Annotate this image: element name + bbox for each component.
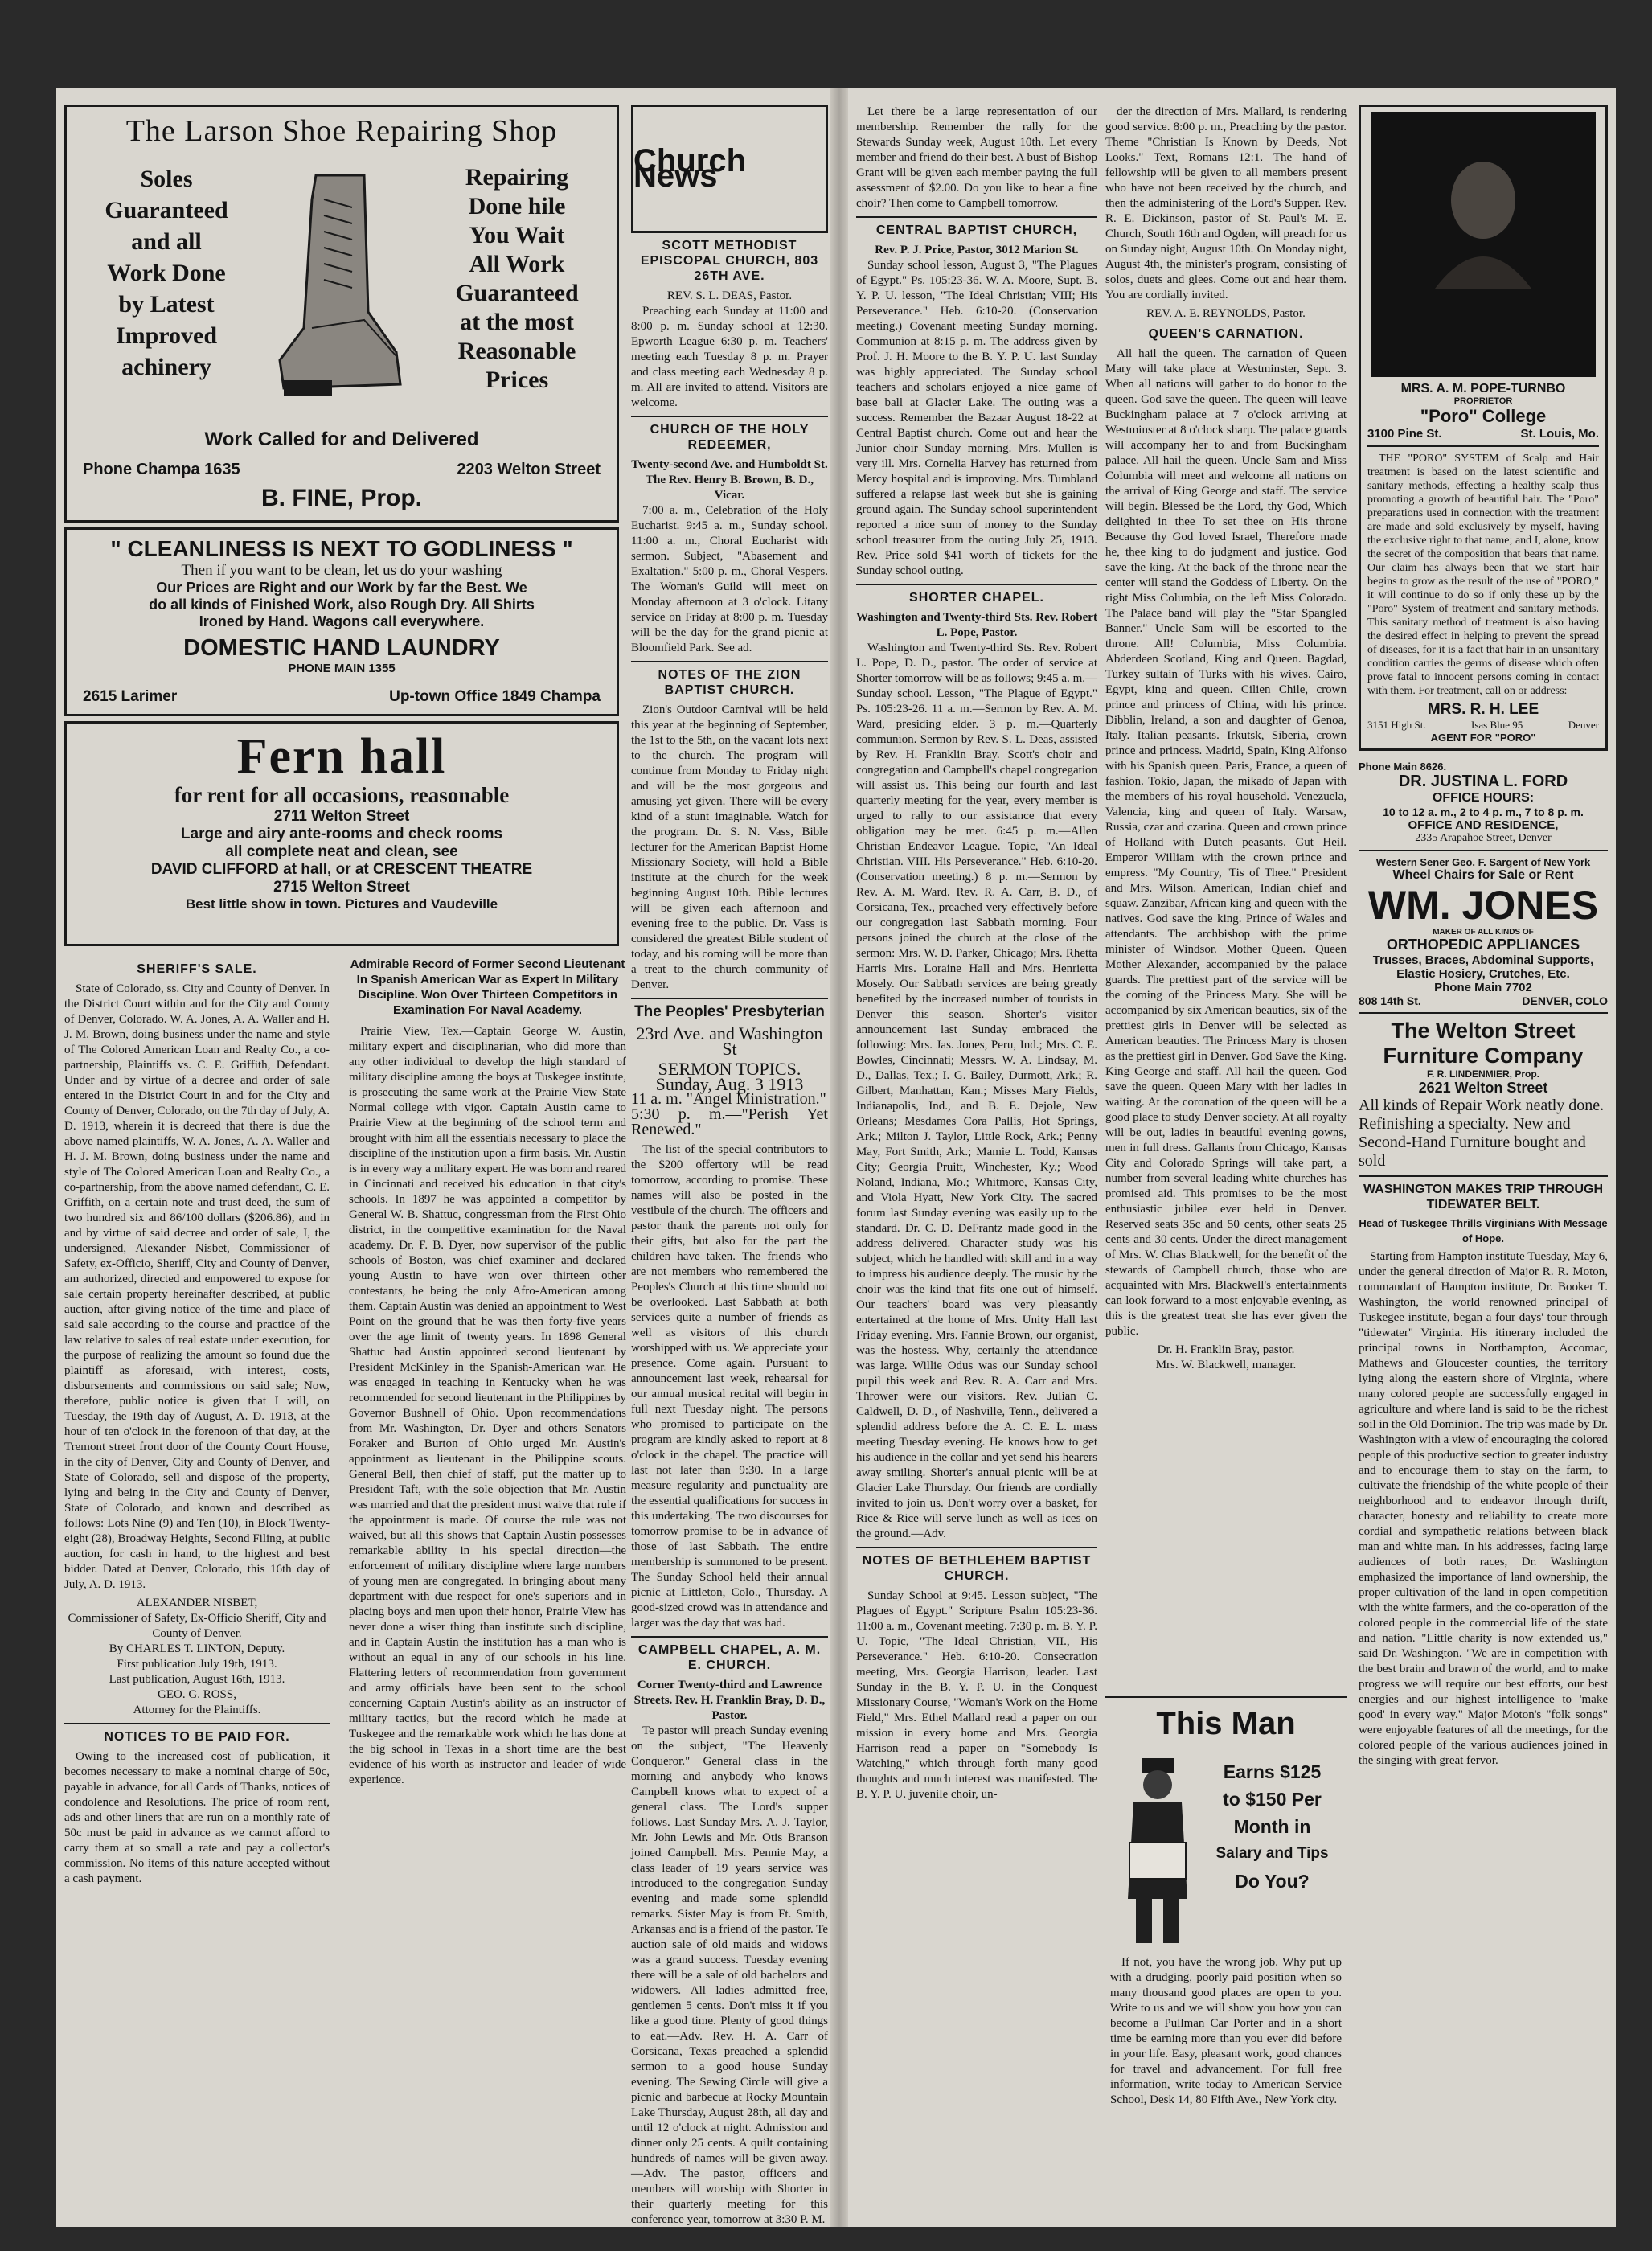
boot-illustration bbox=[268, 167, 404, 408]
larson-right-lines bbox=[428, 163, 605, 395]
peoples-topics: SERMON TOPICS. bbox=[658, 1059, 801, 1079]
fernhall-line3: Large and airy ante-rooms and check rooms bbox=[180, 826, 503, 843]
divider bbox=[631, 661, 828, 662]
larson-right-line: Reasonable bbox=[457, 338, 576, 364]
larson-left-line: achinery bbox=[121, 354, 211, 380]
poro-college: "Poro" College bbox=[1420, 406, 1547, 426]
welton-prop: F. R. LINDENMIER, Prop. bbox=[1426, 1068, 1539, 1080]
fernhall-ad bbox=[64, 721, 619, 946]
sheriff-sign4: First publication July 19th, 1913. bbox=[117, 1658, 277, 1671]
scott-heading: SCOTT METHODIST EPISCOPAL CHURCH, 803 26TH AVE. bbox=[640, 239, 819, 283]
carnation-sign2: Mrs. W. Blackwell, manager. bbox=[1155, 1359, 1297, 1372]
shorter-body: Washington and Twenty-third Sts. Rev. Robert L. Pope, D. D., pastor. The order of service at Shorter tomorrow will be as follows; 9:45 a. m.—Sunday school. Lesson, "The Plague of Egypt." Ps. 105:23-26. 11 a. m.—Sermon by Rev. A. M. Ward, presiding elder. 3 p. m.—Quarterly communion. Sermon by Rev. S. L. Deas, assisted by Rev. H. Franklin Bray. Scott's choir and congregation and Campbell's chapel congregation will assist us. This being our fourth and last quarterly meeting for the year, every member is urged to rally to our assistance that every obligation may be met. 6:45 p. m.—Allen Christian Endeavor League. Topic, "An Ideal Christian. VIII. His Perseverance." Heb. 6:10-20. (Conservation meeting.) 8 p. m.—Sermon by Rev. A. M. Ward. Rev. R. A. Carr, B. D., of Corsicana, Tex., preached very effectively before our congregation last Sabbath morning. Four persons joined the church at the close of the sermon: Mrs. W. D. Parker, Chicago; Mrs. Rhetta Harris Mrs. Loraine Hall and Mrs. Henrietta Mosely. Our Sabbath services are being greatly benefited by the increased number of tourists in Denver this season. Shorter's visitor announcement last Sunday embraced the following: Mrs. Jas. Jones, Peru, Ind.; Mrs. C. E. Bowles, Cincinnati; Messrs. W. A. Lindsay, M. D., Dallas, Tex.; I. G. Bailey, Durmott, Ark.; R. Gilbert, Manhattan, Kan.; Misses Mary Fields, Indianapolis, Ind., and B. E. Dejole, New Orleans; Mesdames Cora Pallis, Hot Springs, Ark.; Milton J. Taylor, Little Rock, Ark.; Penny May, Fort Smith, Ark.; Mamie L. Todd, Kansas City; Georgia Pruitt, Winchester, Ky.; Wood Noland, Indiana, Mo.; Whitmore, Kansas City, and Viola Hyatt, New York City. The sacred forum last Sunday evening was easily up to the standard. Dr. C. D. DeFrantz made good in the address delivered. Character study was his subject, which he handled with skill and in a way to impress his audience deeply. The music by the choir was the kind that fits one out of himself. Our teachers' board was very pleasantly entertained at the home of Mrs. Unity Hall last Friday evening. Mrs. Fannie Brown, our organist, was the hostess. Why, certainly the attendance was large. Willie Odus was our Sunday school pupil this week and Rev. R. A. Carr and Mrs. Thrower were our visitors. Rev. Julian C. Caldwell, D. D., of Nashville, Tenn., delivered a splendid address before the A. C. E. L. mass meeting Tuesday evening. He knows how to get his audience in the collar and yet send his hearers away smiling. Shorter's annual picnic will be at Glacier Lake Thursday. Our friends are cordially invited to join us. Don't worry over a basket, for Rice & Rice will serve lunch as well as ices on the ground.—Adv. bbox=[856, 642, 1097, 1540]
divider bbox=[1359, 1175, 1608, 1177]
sheriff-sign1: ALEXANDER NISBET, bbox=[136, 1597, 258, 1609]
larson-right-line: Repairing bbox=[465, 164, 569, 191]
larson-right-line: Prices bbox=[485, 367, 549, 393]
peoples-pm: 5:30 p. m.—"Perish Yet Renewed." bbox=[631, 1105, 828, 1138]
porter-illustration bbox=[1113, 1754, 1202, 1947]
central-heading: CENTRAL BAPTIST CHURCH, bbox=[875, 223, 1078, 237]
jones-phone: Phone Main 7702 bbox=[1434, 981, 1532, 994]
thisman-earns2: to $150 Per bbox=[1223, 1789, 1322, 1810]
larson-left-line: and all bbox=[131, 228, 202, 255]
peoples-heading: The Peoples' Presbyterian bbox=[634, 1003, 825, 1020]
laundry-name: DOMESTIC HAND LAUNDRY bbox=[183, 635, 500, 661]
austin-column bbox=[342, 957, 626, 2219]
washington-body: Starting from Hampton institute Tuesday, May 6, under the general direction of Major R. R. Moton, commandant of Hampton institute, Dr. Booker T. Washington, the world renowned principal of Tuskegee institute, began a four days' tour through "tidewater" Virginia. His itinerary included the principal towns in Northampton, Accomac, Mathews and Gloucester counties, the territory lying along the eastern shore of Virginia, where many colored people are successfully engaged in agriculture and where land is said to be the richest soil in the Old Dominion. The trip was made by Dr. Washington with a view of encouraging the colored people of this productive section to greater industry and to encourage them to stay on the farm, to cultivate the friendship of the white people of their neighborhood and to endeavor through thrift, character, honesty and reliability to create more cordial and sympathetic relations between black man and white man. In his addresses, facing large audiences of both races, Dr. Washington emphasized the importance of land ownership, the proper cultivation of the land in open competition with the white farmers, and the co-operation of the colored people in the commercial life of the state and nation. "Little charity is now extended us," said Dr. Washington. "We are in competition with the best brain and brawn of the world, and to make progress we will require our best efforts, our best energies and our highest intelligence to 'make good' in every way." Major Moton's "folk songs" were enjoyable features of all the meetings, for the colored people of the various audiences joined in the singing with great fervor. bbox=[1359, 1250, 1608, 1767]
washington-sub: Head of Tuskegee Thrills Virginians With Message of Hope. bbox=[1359, 1217, 1608, 1244]
central-sub: Rev. P. J. Price, Pastor, 3012 Marion St. bbox=[875, 244, 1079, 256]
jones-ortho: ORTHOPEDIC APPLIANCES bbox=[1386, 937, 1580, 953]
holy-heading: CHURCH OF THE HOLY REDEEMER, bbox=[650, 423, 810, 452]
thisman-doyou: Do You? bbox=[1235, 1871, 1310, 1892]
poro-name: MRS. A. M. POPE-TURNBO bbox=[1400, 382, 1566, 396]
church-news-title: Church News bbox=[633, 143, 746, 194]
thisman-earns1: Earns $125 bbox=[1223, 1761, 1322, 1782]
fernhall-line1: for rent for all occasions, reasonable bbox=[174, 783, 510, 807]
larson-left-line: by Latest bbox=[118, 291, 215, 318]
divider bbox=[631, 416, 828, 417]
poro-body: THE "PORO" SYSTEM of Scalp and Hair treatment is based on the latest scientific and sanitary methods, effecting a healthy scalp thus promoting a growth of beautiful hair. The "Poro" preparations used in connection with the treatment are made and sold exclusively by myself, having the exclusive right to that name; and I, alone, know the secret of the composition that bears that name. Our claim has always been that we start hair begins to grow as the result of the use of "PORO," it will continue to do so if only these up by the "Poro" System of treatment and sanitary methods. This sanitary method of treatment is also having the desired effect in helping to prevent the spread of diseases, for it is a fact that hair in an unsanitary condition carries the germs of disease which often prove fatal to innocent persons coming in contact with them. For treatment, call on or address: bbox=[1367, 453, 1599, 697]
larson-called: Work Called for and Delivered bbox=[204, 428, 479, 450]
ford-address: 2335 Arapahoe Street, Denver bbox=[1415, 832, 1552, 844]
fernhall-title: Fern hall bbox=[236, 729, 447, 784]
larson-ad bbox=[64, 105, 619, 523]
austin-heading: Admirable Record of Former Second Lieutenant In Spanish American War as Expert In Military Discipline. Won Over Thirteen Competitors in Examination For Naval Academy. bbox=[350, 957, 625, 1017]
welton-body: All kinds of Repair Work neatly done. Refinishing a specialty. New and Second-Hand Furniture bought and sold bbox=[1359, 1097, 1605, 1170]
notices-body: Owing to the increased cost of publication, it becomes necessary to make a nominal charge of 50c, payable in advance, for all Cards of Thanks, notices of condolence and Resolutions. The price of room rent, ads and other liners that are run on a monthly rate of 50c must be paid in advance as we cannot afford to carry them at so small a rate and pay a collector's commission. No items of this nature accepted without a cash payment. bbox=[64, 1750, 330, 1885]
zion-body: Zion's Outdoor Carnival will be held this year at the beginning of September, the 1st to the 5th, on the vacant lots next to the church. The program will continue from Monday to Friday night and will be the most gorgeous and amusing yet given. There will be every kind of a stunt imaginable. Watch for the program. Dr. S. N. Vass, Bible lecturer for the American Baptist Home Missionary Society, will hold a Bible institute at the church for the week beginning August 10th. Bible lectures will be given each afternoon and evening free to the public. Dr. Vass is considered the greatest Bible student of today, and his coming will be more than a treat to the church community of Denver. bbox=[631, 703, 828, 991]
larson-right-line: Done hile bbox=[468, 193, 566, 219]
peoples-date: Sunday, Aug. 3 1913 bbox=[655, 1074, 804, 1094]
poro-addr-left: 3100 Pine St. bbox=[1367, 427, 1442, 441]
ford-office: OFFICE AND RESIDENCE, bbox=[1408, 818, 1559, 832]
divider bbox=[856, 216, 1097, 218]
col4a-sign: REV. A. E. REYNOLDS, Pastor. bbox=[1146, 307, 1306, 320]
zion-heading: NOTES OF THE ZION BAPTIST CHURCH. bbox=[658, 668, 801, 697]
ford-ad bbox=[1359, 761, 1608, 845]
left-ads-column bbox=[64, 105, 619, 946]
divider bbox=[631, 1636, 828, 1638]
larson-address: 2203 Welton Street bbox=[457, 461, 601, 478]
sheriff-sign3: By CHARLES T. LINTON, Deputy. bbox=[109, 1642, 285, 1655]
jones-addr-right: DENVER, COLO bbox=[1522, 994, 1608, 1007]
jones-ad bbox=[1359, 856, 1608, 1007]
washington-heading: WASHINGTON MAKES TRIP THROUGH TIDEWATER BELT. bbox=[1363, 1183, 1604, 1212]
poro-agent-for: AGENT FOR "PORO" bbox=[1430, 732, 1536, 744]
jones-maker: MAKER OF ALL KINDS OF bbox=[1433, 928, 1534, 937]
page-fold bbox=[830, 88, 848, 2227]
poro-portrait bbox=[1371, 112, 1596, 377]
welton-name1: The Welton Street bbox=[1391, 1019, 1576, 1043]
larson-left-line: Improved bbox=[115, 322, 218, 349]
thisman-title: This Man bbox=[1156, 1706, 1296, 1741]
thisman-earns3: Month in bbox=[1233, 1816, 1311, 1837]
jones-top: Western Sener Geo. F. Sargent of New York bbox=[1375, 856, 1591, 868]
poro-proprietor: PROPRIETOR bbox=[1453, 396, 1513, 406]
fernhall-line6: 2715 Welton Street bbox=[273, 879, 410, 896]
larson-left-lines bbox=[78, 163, 255, 383]
divider bbox=[856, 584, 1097, 585]
jones-name: WM. JONES bbox=[1367, 883, 1599, 928]
poro-agent-box: Isas Blue 95 bbox=[1471, 719, 1523, 731]
welton-name2: Furniture Company bbox=[1383, 1043, 1584, 1068]
thisman-ad bbox=[1105, 1696, 1347, 2220]
larson-phone: Phone Champa 1635 bbox=[83, 461, 240, 478]
sheriff-sign7: Attorney for the Plaintiffs. bbox=[133, 1704, 261, 1716]
larson-prop: B. FINE, Prop. bbox=[260, 485, 422, 511]
shorter-sub: Washington and Twenty-third Sts. Rev. Robert L. Pope, Pastor. bbox=[856, 611, 1097, 639]
col3a-body: Let there be a large representation of our membership. Remember the rally for the Stewards Sunday week, August 10th. Let every member and friend do their best. A bust of Bishop Grant will be given each member paying the full assessment of $2.00. Do you like to hear a fine choir? Then come to Campbell tomorrow. bbox=[856, 105, 1097, 210]
campbell-heading: CAMPBELL CHAPEL, A. M. E. CHURCH. bbox=[637, 1643, 822, 1672]
fernhall-line2: 2711 Welton Street bbox=[273, 808, 410, 825]
carnation-heading: QUEEN'S CARNATION. bbox=[1148, 327, 1304, 341]
laundry-line4: Ironed by Hand. Wagons call everywhere. bbox=[199, 613, 485, 629]
sheriff-heading: SHERIFF'S SALE. bbox=[137, 962, 257, 976]
campbell-body: Te pastor will preach Sunday evening on the subject, "The Heavenly Conqueror." General class in the morning and anybody who knows Campbell knows what to expect of a general class. The Lord's supper follows. Last Sunday Mrs. A. J. Taylor, Mr. John Lewis and Mr. Otis Branson joined Campbell. Mrs. Pennie May, a class leader of 19 years service was introduced to the congregation Sunday evening and made some splendid remarks. Sister May is from Ft. Smith, Arkansas and is a friend of the pastor. Te auction sale of old maids and widows was a grand success. Tuesday evening there will be a sale of old bachelors and widowers. All ladies admitted free, gentlemen 5 cents. Don't miss it if you like a good time. Plenty of good things to eat.—Adv. Rev. H. A. Carr of Corsicana, Texas preached a splendid sermon to a good house Sunday evening. The Sewing Circle will give a picnic and barbecue at Rocky Mountain Lake Thursday, August 28th, all day and until 12 o'clock at night. Admission and dinner only 25 cents. A quilt containing hundreds of names will be given away.—Adv. The pastor, officers and members will worship with Shorter in their quarterly meeting for this conference year, tomorrow at 3:30 P. M. bbox=[631, 1724, 828, 2226]
larson-right-line: You Wait bbox=[469, 222, 565, 248]
jones-address-row bbox=[1359, 994, 1608, 1007]
right-column-1 bbox=[856, 105, 1097, 2219]
bethlehem-body: Sunday School at 9:45. Lesson subject, "The Plagues of Egypt." Scripture Psalm 105:23-36. 11:00 a. m., Covenant meeting. 7:30 p. m. B. Y. P. U. Topic, "The Ideal Christian, VII., His Perseverance." Heb. 6:10-20. Consecration meeting, Mrs. Georgia Harrison, leader. Last Sunday in the B. Y. P. U. in the Conquest Missionary Course, "Woman's Work on the Home Field," Mrs. Ethel Mallard read a paper on our mission in every home and Mrs. Georgia Harrison read a paper on "Somebody Is Watching," which through forth many good thoughts and much interest was manifested. The B. Y. P. U. juvenile choir, un- bbox=[856, 1589, 1097, 1801]
ford-hours-label: OFFICE HOURS: bbox=[1432, 791, 1535, 805]
campbell-sub: Corner Twenty-third and Lawrence Streets. Rev. H. Franklin Bray, D. D., Pastor. bbox=[633, 1679, 826, 1722]
holy-body: 7:00 a. m., Celebration of the Holy Eucharist. 9:45 a. m., Sunday school. 11:00 a. m., Choral Eucharist with sermon. Subject, "Abasement and Exaltation." 5:00 p. m., Choral Vespers. The Woman's Guild will meet on Monday afternoon at 3 o'clock. Litany service on Friday at 8:00 p. m. Tuesday will be the day for the grand picnic at Bloomfield Park. See ad. bbox=[631, 504, 828, 654]
right-ads-column bbox=[1359, 105, 1608, 2219]
laundry-addr-right: Up-town Office 1849 Champa bbox=[389, 688, 601, 705]
larson-right-line: Guaranteed bbox=[455, 280, 579, 306]
welton-address: 2621 Welton Street bbox=[1418, 1080, 1548, 1096]
shorter-heading: SHORTER CHAPEL. bbox=[909, 591, 1044, 605]
sheriff-body: State of Colorado, ss. City and County of Denver. In the District Court within and for the City and County of Denver, Colorado. W. A. Jones, A. A. Waller and H. J. M. Brown, doing business under the name and style of The Colored American Loan and Realty Co., a co-partnership, Plaintiffs vs. C. E. Griffith, Defendant. Under and by virtue of a decree and order of sale entered in the District Court in and for the City and County of Denver, Colorado, on the 7th day of July, A. D. 1913, wherein it is decreed that there is due the above named plaintiffs, W. A. Jones, A. A. Waller and H. J. M. Brown, doing business under the name and style of The Colored American Loan and Realty Co., a co-partnership, from the above named defendant, C. E. Griffith, on a certain note and trust deed, the sum of two hundred six and 86/100 dollars ($206.86), and in and by virtue of said decree and order of sale, I, the undersigned, Alexander Nisbet, Commissioner of Safety, ex-Officio, Sheriff, City and County of Denver, am authorized, directed and empowered to expose for sale certain property hereinafter described, at public auction, after giving notice of the time and place of said sale according to the course and practice of the law relative to sales of real estate under execution, for the purpose of realizing the amount so found due the plaintiff as aforesaid, with interest, costs, disbursements and commissions on said sale; Now, therefore, public notice is given that I will, on Tuesday, the 19th day of August, A. D. 1913, at the hour of ten o'clock in the forenoon of that day, at the Tremont street front door of the County Court House, in the city of Denver, City and County of Denver, and State of Colorado, sell and dispose of the property, lying and being in the City and County of Denver, State of Colorado, and known and described as follows: Lots Nine (9) and Ten (10), in Block Twenty-eight (28), Broadway Heights, Second Filing, at public auction, for cash in hand, to the highest and best bidder. Dated at Denver, Colorado, this 16th day of July, A. D. 1913. bbox=[64, 982, 330, 1591]
ford-phone: Phone Main 8626. bbox=[1359, 761, 1447, 773]
holy-sub: Twenty-second Ave. and Humboldt St. The Rev. Henry B. Brown, B. D., Vicar. bbox=[631, 458, 828, 502]
ford-name: DR. JUSTINA L. FORD bbox=[1398, 773, 1568, 790]
laundry-line1: Then if you want to be clean, let us do your washing bbox=[181, 562, 502, 579]
central-body: Sunday school lesson, August 3, "The Plagues of Egypt." Ps. 105:23-36. W. A. Moore, Supt. B. Y. P. U. lesson, "The Ideal Christian; VIII; His Perseverance." Heb. 6:10-20. (Conservation meeting.) Covenant meeting Sunday morning. Communion at 8:15 p. m. The address given by Prof. J. H. Moore to the B. Y. P. U. last Sunday was highly appreciated. The Sunday school teachers and scholars enjoyed a nice game of base ball at Glacier Lake. The outing was a success. Remember the Bazaar August 18-22 at Central Baptist church. Come out and hear the Junior choir Sunday morning. Mrs. Mullen is very ill. Mrs. Cornelia Harvey has returned from Mercy hospital and is improving. Mrs. Tumbland suffered a relapse last week but she is gaining ground again. The Sunday school superintendent reported a nice sum of money to the Sunday school treasurer from the outing July 25, 1913. Rev. Price sold $41 worth of tickets for the Sunday school outing. bbox=[856, 259, 1097, 577]
church-column bbox=[631, 105, 828, 2226]
laundry-phone: PHONE MAIN 1355 bbox=[288, 662, 396, 675]
poro-agent-row bbox=[1367, 719, 1599, 732]
fernhall-line5: DAVID CLIFFORD at hall, or at CRESCENT THEATRE bbox=[150, 861, 533, 878]
peoples-address: 23rd Ave. and Washington St bbox=[636, 1023, 823, 1059]
laundry-ad bbox=[64, 527, 619, 716]
jones-chairs: Wheel Chairs for Sale or Rent bbox=[1392, 868, 1574, 882]
larson-right-line: at the most bbox=[460, 309, 574, 335]
larson-left-line: Work Done bbox=[107, 260, 226, 286]
sheriff-sign5: Last publication, August 16th, 1913. bbox=[109, 1673, 285, 1686]
larson-left-line: Guaranteed bbox=[105, 197, 228, 223]
peoples-body: The list of the special contributors to the $200 offertory will be read tomorrow, according to promise. These names will also be posted in the vestibule of the church. The officers and pastor thank the parents not only for their gifts, but also for the part the children have taken. The friends who are not members who remembered the Peoples's Church at this time should not be overlooked. Last Sabbath at both services quite a number of friends as well as visitors of this church worshipped with us. We appreciate your presence. Come again. Pursuant to announcement last week, rehearsal for our annual musical recital will begin in full next Tuesday night. The persons who promised to participate on the program are kindly asked to report at 8 o'clock in the chapel. The practice will last not later than 9:30. In a large measure regularity and punctuality are the essential qualifications for success in this undertaking. The two discourses for tomorrow promise to be in advance of those of last Sabbath. The entire membership is summoned to be present. The Sunday School held their annual picnic at Littleton, Colo., Thursday. A good-sized crowd was in attendance and larger was the day that was had. bbox=[631, 1143, 828, 1630]
thisman-body: If not, you have the wrong job. Why put up with a drudging, poorly paid position when so many thousand good places are open to you. Write to us and we will show you how you can become a Pullman Car Porter and in a short time be earning more than you ever did before in your life. Easy, pleasant work, good chances for travel and advancement. For full free information, write today to American Service School, Desk 14, 80 Fifth Ave., New York city. bbox=[1110, 1956, 1342, 2106]
laundry-line2: Our Prices are Right and our Work by far the Best. We bbox=[156, 580, 527, 596]
poro-agent-addr: 3151 High St. bbox=[1367, 719, 1426, 731]
welton-ad bbox=[1359, 1019, 1608, 1171]
portrait-icon bbox=[1427, 144, 1539, 289]
thisman-earns bbox=[1202, 1758, 1343, 1895]
bethlehem-heading: NOTES OF BETHLEHEM BAPTIST CHURCH. bbox=[862, 1554, 1092, 1583]
washington-article bbox=[1359, 1182, 1608, 1769]
divider bbox=[856, 1547, 1097, 1548]
sheriff-sign2: Commissioner of Safety, Ex-Officio Sheriff, City and County of Denver. bbox=[68, 1612, 326, 1640]
carnation-sign1: Dr. H. Franklin Bray, pastor. bbox=[1157, 1343, 1295, 1356]
poro-agent-name: MRS. R. H. LEE bbox=[1427, 701, 1539, 718]
jones-addr-left: 808 14th St. bbox=[1359, 994, 1421, 1007]
divider bbox=[1367, 445, 1599, 447]
poro-addr-right: St. Louis, Mo. bbox=[1520, 427, 1599, 441]
church-news-header bbox=[631, 105, 828, 233]
divider bbox=[1359, 850, 1608, 851]
austin-body: Prairie View, Tex.—Captain George W. Austin, military expert and disciplinarian, who did more than any other individual to develop the high standard of military discipline among the boys at Tuskegee institute, is prosecuting the same work at the Prairie View State Normal college with vigor. Captain Austin came to Prairie View at the beginning of the school term and brought with him all the essentials necessary to place the discipline of the institution upon a firm basis. Mr. Austin is in every way a military expert. He was born and reared in Cincinnati and received his education in that city's schools. In 1897 he was appointed a competitor by General W. B. Shattuc, congressman from the First Ohio district, in the competitive examination for the Naval academy. Dr. F. B. Dyer, now supervisor of the public schools of Boston, was chief examiner and declared young Austin to have won over thirteen other contestants, he being the only Afro-American among them. Captain Austin was denied an appointment to West Point on the ground that he was then forty-five years over the age limit of twenty years. In 1898 General Shattuc had Austin appointed second lieutenant by President McKinley in the Spanish-American war. He was engaged in teaching in Kentucky when he was recommended for second lieutenant in the Philippines by Governor Bushnell of Ohio. Upon recommendations from Mr. Washington, Dr. Dyer and others Senators Foraker and Burton of Ohio urged Mr. Austin's appointment as lieutenant in the Philippine scouts. General Bell, then chief of staff, put the matter up to President Taft, with the sole objection that Mr. Austin was married and that the president must waive that rule if the appointment is made. Of course the rule was not waived, but all this shows that Captain Austin possesses remarkable ability in his special direction—the enforcement of military discipline where large numbers of young men are congregated. In bringing about many department with due respect for one's superiors and in placing boys and men upon their honor, Prairie View has never done a wiser thing than institute such discipline, and in Captain Austin the institution has a man who is without an equal in any of our schools in his line. Flattering letters of recommendation from government and army officials have been sent to the school concerning Captain Austin's ability as an instructor of military tactics, but the record which he made at Tuskegee and the remarkable work which he has done at the big school in Texas in a short time are the best evidence of his worth as instructor and leader of wide experience. bbox=[349, 1025, 626, 1786]
jones-items: Trusses, Braces, Abdominal Supports, Elastic Hosiery, Crutches, Etc. bbox=[1372, 953, 1594, 981]
carnation-body: All hail the queen. The carnation of Queen Mary will take place at Westminster, Sept. 3. When all nations will gather to do honor to the queen. God save the queen. The queen will leave Buckingham palace at 7 o'clock arriving at Westminster at 8 o'clock sharp. The palace guards will accompany her to and from Buckingham palace. All hail the queen. Uncle Sam and Miss Columbia will meet and welcome all nations on the arrival of King George and staff. The service will begin. Blessed be the Lord, thy God, Which delighted in thee To set thee on His throne Because thy God loved Israel, Therefore made he, thee king to do judgment and justice. God save the king. At the back of the throne near the center will stand the Goddess of Liberty. On the right Miss Columbia, on the left Miss Colorado. The Palace band will play the "Star Spangled Banner." Uncle Sam will be escorted to the throne. All! Columbia, Miss Columbia. Abderdeen Scotland, King and Queen. Bagdad, Turkey sultain of Turks with his wives. Cairo, Egypt, king and queen. Cilien Chile, crown prince and princess of China, with his prince. Dibblin, Ireland, a son and daughter of Genoa, Italy. Italian peasants. Irkutsk, Siberia, crown prince and princess. Madrid, Spain, King Alfonso with his Spanish queen. Paris, France, a queen of fashion. Tokio, Japan, the mikado of Japan with the members of his royal household. Venezuela, Valencia, king and queen of Italy. Warsaw, Russia, czar and czarina. Queen and crown prince of Holland with Dutch peasants. Gut Heil. Emperor William with the crown prince and empress. "My Country, 'Tis of Thee." President and Mrs. Wilson. American, Indian chief and squaw. Zanzibar, African king and queen with the natives. God save the king. Prince of Wales and attendants. The archbishop with the prime minister of Windsor. Mother Queen. Queen Mother Alexander, accompanied by the palace guards. The prettiest part of the service will be the coming of the Princess Mary. She will be accompanied by six American beauties, six of the prettiest girls in Denver will be selected as American beauties. The Princess Mary is chosen as the prettiest girl in Denver. God Save the King. King George and staff. All hail the queen. God save the queen. Queen Mary with her ladies in waiting. At the coronation of the queen will be a good place to study Denver society. At all royalty will be out, ladies in beautiful evening gowns, men in full dress. Gallants from Chicago, Kansas City and Colorado Springs will take part, a number from several leading white churches has promised aid. This promises to be the most enthusiastic jubilee ever held in Denver. Reserved seats 35c and 50 cents, other seats 25 cents and 30 cents. Under the direct management of Mrs. W. Chas Blackwell, for the benefit of the stewards of Campbell church, those who are acquainted with Mrs. Blackwell's entertainments can look forward to a most enjoyable evening, as this is the greatest treat she has ever given the public. bbox=[1105, 347, 1347, 1338]
scott-pastor: REV. S. L. DEAS, Pastor. bbox=[666, 289, 793, 302]
sheriff-column bbox=[64, 957, 330, 2219]
scott-body: Preaching each Sunday at 11:00 and 8:00 p. m. Sunday school at 12:30. Epworth League 6:30 p. m. Teachers' meeting each Tuesday 8 p. m. Prayer and class meeting each Wednesday 8 p. m. All are invited to attend. Visitors are welcome. bbox=[631, 305, 828, 409]
larson-left-line: Soles bbox=[140, 166, 193, 192]
poro-address-row bbox=[1367, 427, 1599, 441]
divider bbox=[631, 998, 828, 999]
poro-agent-city: Denver bbox=[1568, 719, 1599, 731]
fernhall-line4: all complete neat and clean, see bbox=[225, 843, 458, 860]
laundry-addr-left: 2615 Larimer bbox=[83, 688, 178, 705]
fernhall-line7: Best little show in town. Pictures and Vaudeville bbox=[185, 896, 498, 912]
newspaper-page bbox=[56, 88, 1616, 2227]
divider bbox=[1359, 1012, 1608, 1014]
sheriff-sign6: GEO. G. ROSS, bbox=[158, 1688, 236, 1701]
laundry-headline: " CLEANLINESS IS NEXT TO GODLINESS " bbox=[110, 536, 573, 561]
divider bbox=[64, 1723, 330, 1724]
notices-heading: NOTICES TO BE PAID FOR. bbox=[104, 1730, 290, 1744]
poro-ad bbox=[1359, 105, 1608, 751]
peoples-am: 11 a. m. "Angel Ministration." bbox=[631, 1090, 826, 1108]
ford-hours: 10 to 12 a. m., 2 to 4 p. m., 7 to 8 p. m. bbox=[1383, 806, 1584, 818]
larson-title: The Larson Shoe Repairing Shop bbox=[125, 114, 558, 148]
laundry-line3: do all kinds of Finished Work, also Rough Dry. All Shirts bbox=[149, 597, 535, 613]
larson-right-line: All Work bbox=[469, 251, 565, 277]
col4a-body: der the direction of Mrs. Mallard, is rendering good service. 8:00 p. m., Preaching by the pastor. Theme "Christian Is Known by Deeds, Not Looks." Text, Romans 12:1. The hand of fellowship will be given to all members present who have not been received by the church, and then the administering of the Lord's Supper. Rev. R. E. Dickinson, pastor of St. Paul's M. E. Church, South 16th and Ogden, will preach for us on Sunday night, August 10th. On Monday night, August 4th, the minister's program, consisting of solos, duets and glees. Come out and hear them. You are cordially invited. bbox=[1105, 105, 1347, 301]
thisman-earns4: Salary and Tips bbox=[1215, 1845, 1329, 1862]
